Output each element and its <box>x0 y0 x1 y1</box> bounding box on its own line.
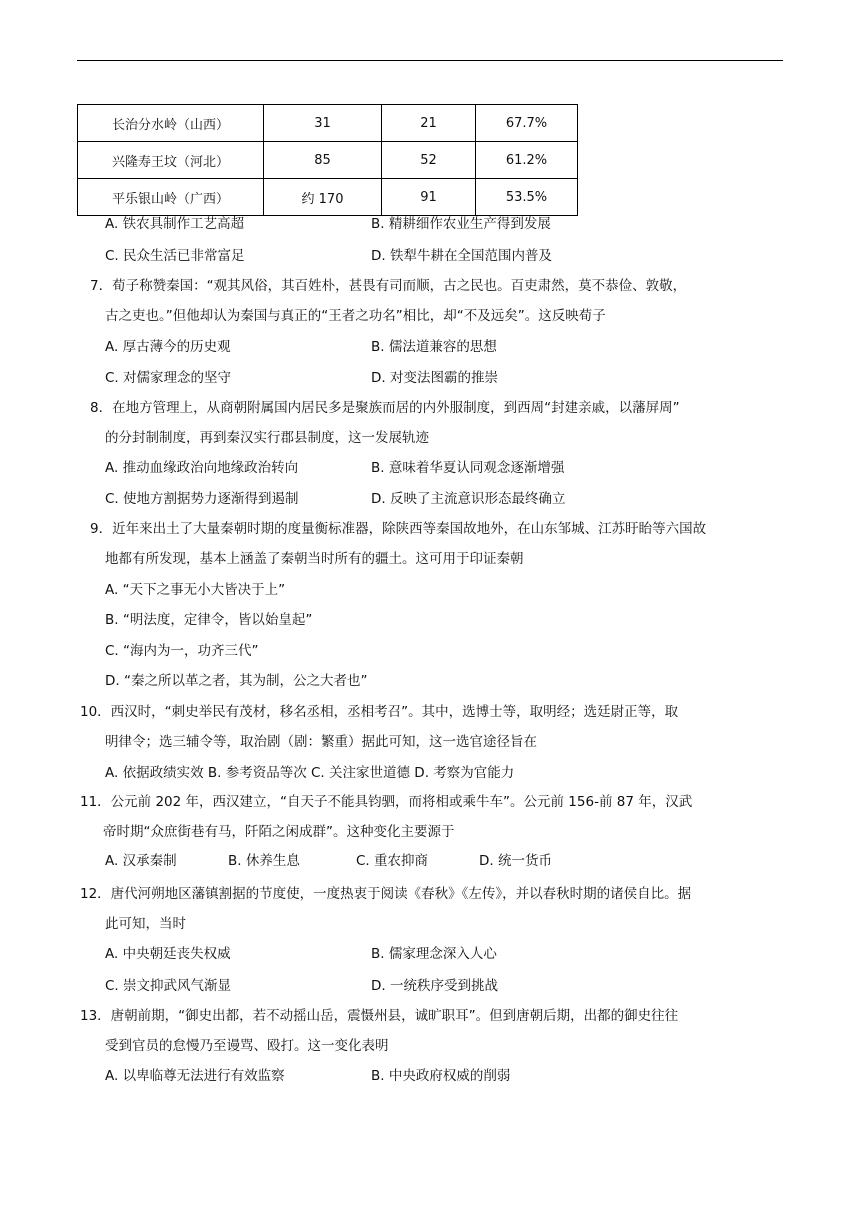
table-cell: 67.7% <box>476 105 578 142</box>
table-cell: 平乐银山岭（广西） <box>78 179 264 216</box>
q9-option-d: D. “秦之所以革之者，其为制，公之大者也” <box>105 673 368 689</box>
q6-option-d: D. 铁犁牛耕在全国范围内普及 <box>371 248 552 264</box>
q8-option-d: D. 反映了主流意识形态最终确立 <box>371 491 566 507</box>
q9-option-b: B. “明法度，定律令，皆以始皇起” <box>105 612 313 628</box>
table-cell: 21 <box>382 105 476 142</box>
q9-option-c: C. “海内为一，功齐三代” <box>105 643 259 659</box>
table-cell: 61.2% <box>476 142 578 179</box>
q12-stem-line1: 12．唐代河朔地区藩镇割据的节度使，一度热衷于阅读《春秋》《左传》，并以春秋时期的诸侯自比。据 <box>80 886 692 902</box>
table-cell: 52 <box>382 142 476 179</box>
q11-stem-line2: 帝时期“众庶街巷有马，阡陌之闲成群”。这种变化主要源于 <box>103 824 455 840</box>
table-row <box>78 179 578 216</box>
q9-stem-line1: 9．近年来出土了大量秦朝时期的度量衡标准器，除陕西等秦国故地外，在山东邹城、江苏盱眙等六国故 <box>90 521 707 537</box>
q6-option-a: A. 铁农具制作工艺高超 <box>105 216 245 232</box>
q11-option-c: C. 重农抑商 <box>356 853 429 869</box>
q10-stem-line1: 10．西汉时，“刺史举民有茂材，移名丞相，丞相考召”。其中，选博士等，取明经；选廷尉正等，取 <box>80 704 679 720</box>
q11-option-a: A. 汉承秦制 <box>105 853 177 869</box>
q11-stem-line1: 11．公元前 202 年，西汉建立，“自天子不能具钧驷，而将相或乘牛车”。公元前 156-前 87 年，汉武 <box>80 794 693 810</box>
q7-stem-line1: 7．荀子称赞秦国：“观其风俗，其百姓朴，甚畏有司而顺，古之民也。百吏肃然，莫不恭俭、敦敬， <box>90 278 687 294</box>
q11-option-d: D. 统一货币 <box>479 853 552 869</box>
table-cell: 85 <box>264 142 382 179</box>
q7-option-b: B. 儒法道兼容的思想 <box>371 339 497 355</box>
q11-option-b: B. 休养生息 <box>228 853 300 869</box>
table-cell: 31 <box>264 105 382 142</box>
q6-option-b: B. 精耕细作农业生产得到发展 <box>371 216 551 232</box>
q7-option-d: D. 对变法图霸的推崇 <box>371 370 498 386</box>
q8-option-a: A. 推动血缘政治向地缘政治转向 <box>105 460 299 476</box>
q8-stem-line1: 8．在地方管理上，从商朝附属国内居民多是聚族而居的内外服制度，到西周“封建亲戚，以藩屏周” <box>90 400 680 416</box>
q13-option-b: B. 中央政府权威的削弱 <box>371 1068 511 1084</box>
q12-stem-line2: 此可知，当时 <box>105 916 186 932</box>
table-cell: 兴隆寿王坟（河北） <box>78 142 264 179</box>
q8-option-b: B. 意味着华夏认同观念逐渐增强 <box>371 460 565 476</box>
q7-option-a: A. 厚古薄今的历史观 <box>105 339 231 355</box>
q7-option-c: C. 对儒家理念的坚守 <box>105 370 232 386</box>
q13-option-a: A. 以卑临尊无法进行有效监察 <box>105 1068 285 1084</box>
table-cell: 长治分水岭（山西） <box>78 105 264 142</box>
tomb-data-table <box>77 104 578 216</box>
q10-options: A. 依据政绩实效 B. 参考资品等次 C. 关注家世道德 D. 考察为官能力 <box>105 765 515 781</box>
q12-option-c: C. 崇文抑武风气渐显 <box>105 978 232 994</box>
q10-stem-line2: 明律令；选三辅令等，取治剧（剧：繁重）据此可知，这一选官途径旨在 <box>105 734 537 750</box>
q12-option-b: B. 儒家理念深入人心 <box>371 946 497 962</box>
q8-option-c: C. 使地方割据势力逐渐得到遏制 <box>105 491 299 507</box>
table-cell: 91 <box>382 179 476 216</box>
q12-option-d: D. 一统秩序受到挑战 <box>371 978 498 994</box>
q6-option-c: C. 民众生活已非常富足 <box>105 248 245 264</box>
q9-stem-line2: 地都有所发现，基本上涵盖了秦朝当时所有的疆土。这可用于印证秦朝 <box>105 551 524 567</box>
q12-option-a: A. 中央朝廷丧失权威 <box>105 946 231 962</box>
q13-stem-line2: 受到官员的怠慢乃至谩骂、殴打。这一变化表明 <box>105 1038 389 1054</box>
q7-stem-line2: 古之吏也。”但他却认为秦国与真正的“王者之功名”相比，却“不及远矣”。这反映荀子 <box>105 308 606 324</box>
q8-stem-line2: 的分封制制度，再到秦汉实行郡县制度，这一发展轨迹 <box>105 430 429 446</box>
table-cell: 约 170 <box>264 179 382 216</box>
q13-stem-line1: 13．唐朝前期，“御史出都，若不动摇山岳，震慑州县，诚旷职耳”。但到唐朝后期，出都的御史往往 <box>80 1008 679 1024</box>
table-row <box>78 105 578 142</box>
table-row <box>78 142 578 179</box>
header-rule <box>77 60 783 61</box>
table-cell: 53.5% <box>476 179 578 216</box>
q9-option-a: A. “天下之事无小大皆决于上” <box>105 582 286 598</box>
